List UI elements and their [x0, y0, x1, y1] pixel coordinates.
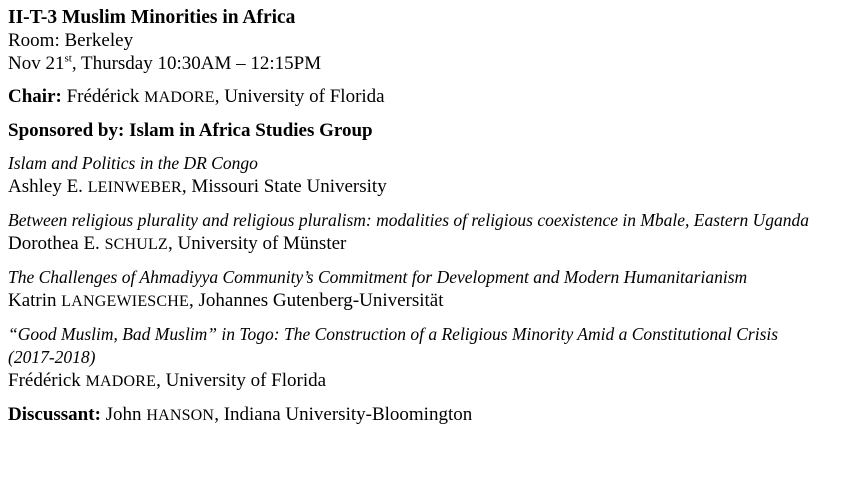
- author-last-name: SCHULZ: [104, 236, 168, 253]
- discussant-affiliation: , Indiana University-Bloomington: [214, 404, 473, 425]
- paper-entry: [8, 323, 848, 393]
- date-rest: , Thursday 10:30AM – 12:15PM: [71, 53, 322, 74]
- author-affiliation: , Johannes Gutenberg-Universität: [189, 290, 444, 311]
- sponsor-name: Islam in Africa Studies Group: [129, 120, 373, 141]
- session-title: II-T-3 Muslim Minorities in Africa: [8, 7, 296, 28]
- discussant-label: Discussant:: [8, 404, 101, 425]
- sponsor-label: Sponsored by:: [8, 120, 125, 141]
- author-first-name: Katrin: [8, 290, 57, 311]
- author-last-name: MADORE: [85, 373, 157, 390]
- paper-author: [8, 232, 848, 256]
- author-first-name: Frédérick: [8, 370, 81, 391]
- author-last-name: LANGEWIESCHE: [61, 293, 190, 310]
- chair-label: Chair:: [8, 86, 62, 107]
- chair-affiliation: , University of Florida: [214, 86, 385, 107]
- paper-title: Between religious plurality and religious pluralism: modalities of religious coexistence in Mbale, Eastern Uganda: [8, 210, 810, 230]
- paper-author: [8, 175, 848, 199]
- sponsor-line: [8, 119, 848, 142]
- paper-title: The Challenges of Ahmadiyya Community’s Commitment for Development and Modern Humanitarianism: [8, 267, 748, 287]
- room-label: Room:: [8, 30, 60, 51]
- chair-first-name: Frédérick: [66, 86, 140, 107]
- paper-title: “Good Muslim, Bad Muslim” in Togo: The Construction of a Religious Minority Amid a Constitutional Crisis: [8, 324, 779, 344]
- session-datetime: [8, 52, 848, 75]
- paper-title: Islam and Politics in the DR Congo: [8, 153, 258, 173]
- author-first-name: Ashley E.: [8, 176, 83, 197]
- date-suffix: st: [64, 52, 72, 65]
- discussant-first-name: John: [105, 404, 142, 425]
- room-name: Berkeley: [64, 30, 134, 51]
- paper-title-continued: (2017-2018): [8, 347, 96, 367]
- author-affiliation: , University of Florida: [156, 370, 327, 391]
- discussant-last-name: HANSON: [146, 407, 215, 424]
- author-last-name: LEINWEBER: [87, 179, 182, 196]
- session-room: [8, 29, 848, 52]
- author-affiliation: , University of Münster: [168, 233, 347, 254]
- paper-entry: [8, 266, 848, 313]
- paper-author: [8, 369, 848, 393]
- discussant-line: [8, 403, 848, 427]
- chair-last-name: MADORE: [144, 89, 215, 106]
- paper-entry: [8, 152, 848, 199]
- author-first-name: Dorothea E.: [8, 233, 100, 254]
- paper-entry: [8, 209, 848, 256]
- chair-line: [8, 85, 848, 109]
- paper-author: [8, 289, 848, 313]
- author-affiliation: , Missouri State University: [181, 176, 387, 197]
- date-day: Nov 21: [8, 53, 65, 74]
